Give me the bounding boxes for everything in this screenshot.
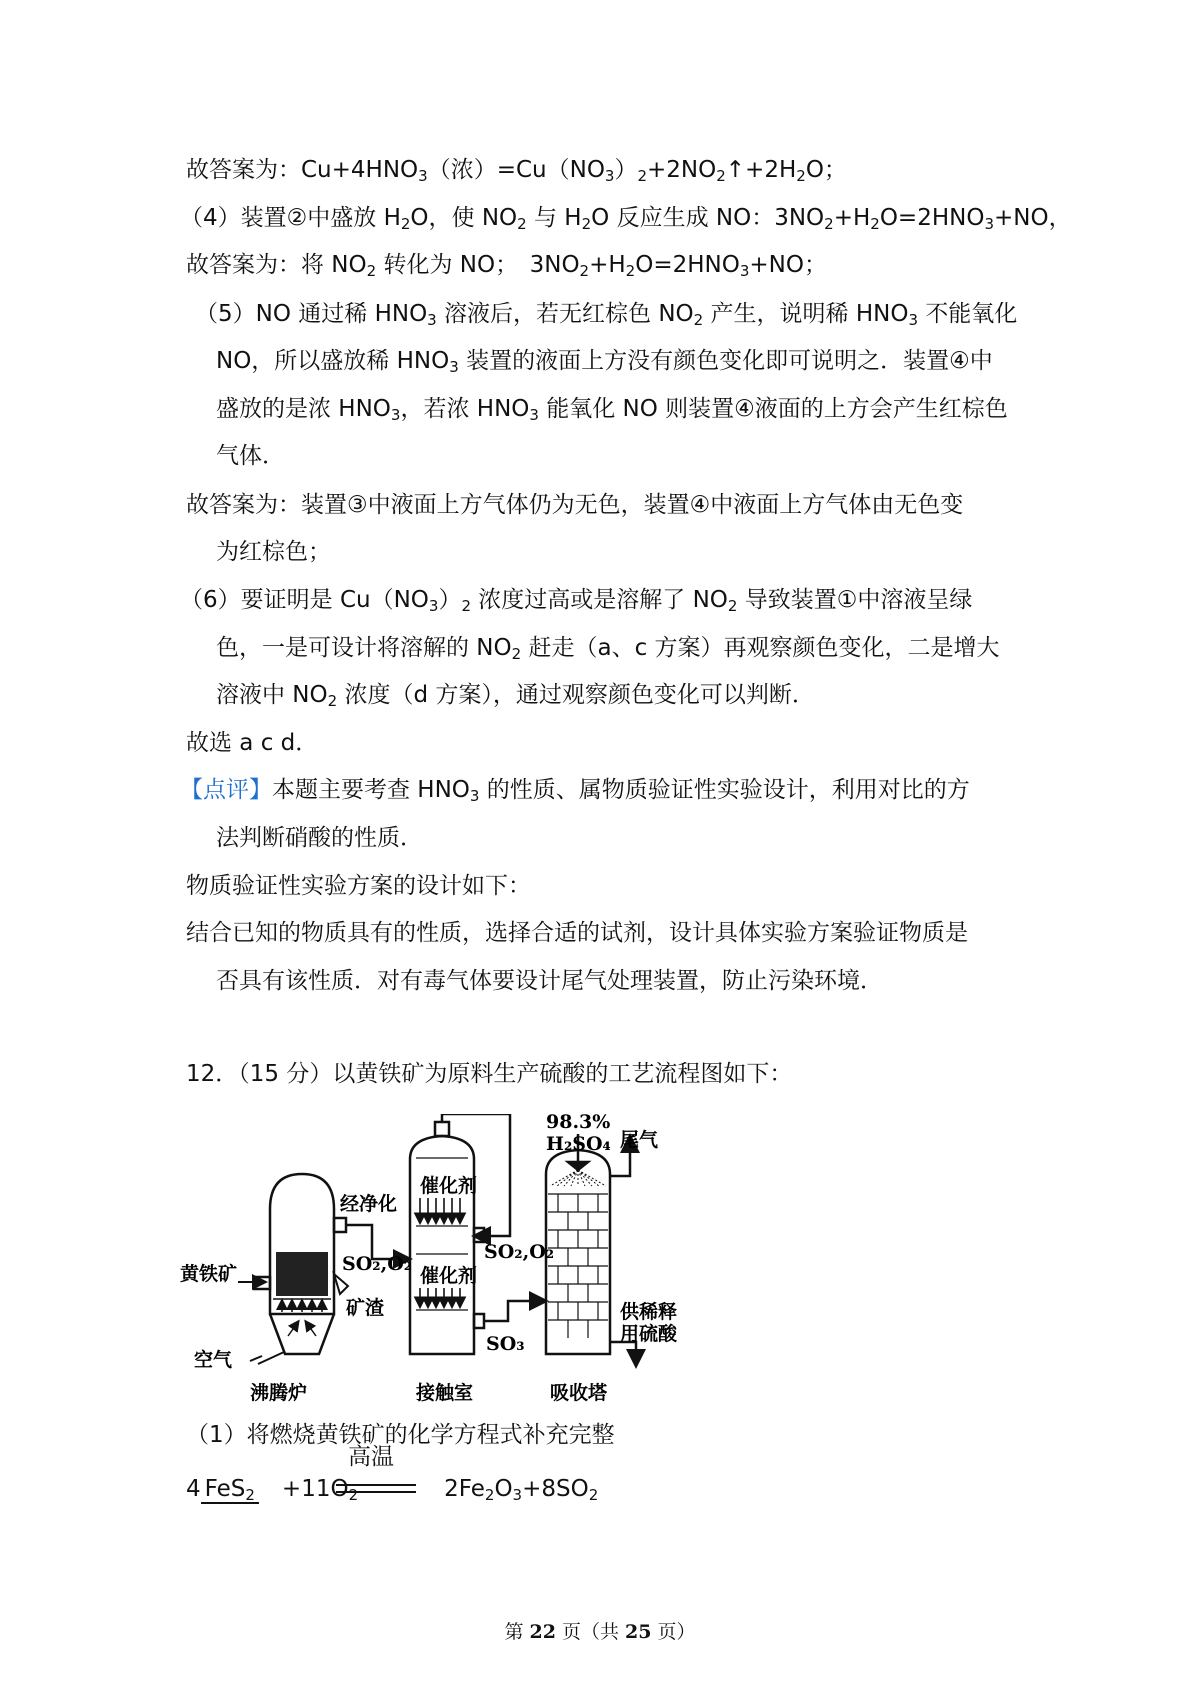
spray-line	[550, 1170, 578, 1186]
item-5-line2: NO，所以盛放稀 $HNO_3$ 装置的液面上方没有颜色变化即可说明之．装置④中	[216, 348, 993, 376]
page-total: 25	[625, 1621, 652, 1643]
equation-blank-answer: FeS$_2$	[201, 1476, 259, 1504]
label-so2-o2-right: SO₂,O₂	[484, 1241, 555, 1263]
item-6-choice: 故选 a c d．	[186, 730, 319, 756]
question-12-part1: （1）将燃烧黄铁矿的化学方程式补充完整	[186, 1422, 615, 1448]
review-line1: 【点评】本题主要考查 $HNO_3$ 的性质、属物质验证性实验设计，利用对比的方	[180, 777, 970, 805]
sulfuric-acid-process-diagram	[180, 1114, 740, 1409]
item-6-line3: 溶液中 $NO_2$ 浓度（d 方案），通过观察颜色变化可以判断．	[216, 682, 815, 710]
equation-coefficient: 4	[186, 1476, 201, 1502]
packing-bricks	[548, 1194, 608, 1338]
label-catalyst-1: 催化剂	[420, 1175, 478, 1197]
label-so3: SO₃	[486, 1333, 525, 1355]
item-6-line1: （6）要证明是 $Cu(NO_3)_2$ 浓度过高或是溶解了 $NO_2$ 导致装置①中溶液呈绿	[180, 587, 973, 615]
reaction-condition: 高温	[348, 1444, 394, 1470]
label-absorption-tower: 吸收塔	[550, 1382, 608, 1404]
label-pyrite: 黄铁矿	[180, 1263, 238, 1285]
spray-line	[578, 1170, 606, 1186]
review-line2: 法判断硝酸的性质．	[216, 825, 423, 851]
item-4-line1: （4）装置②中盛放 $H_2O$，使 $NO_2$ 与 $H_2O$ 反应生成 NO：$3NO_2+H_2O=2HNO_3+NO$，	[180, 205, 1072, 233]
boiling-furnace	[238, 1174, 348, 1364]
catalyst-flow-arrows	[420, 1198, 460, 1306]
item-5-answer-line1: 故答案为：装置③中液面上方气体仍为无色，装置④中液面上方气体由无色变	[186, 492, 964, 518]
page-footer: 第 22 页（共 25 页）	[504, 1621, 696, 1643]
review-tag: 【点评】	[180, 777, 272, 803]
label-so2-o2-left: SO₂,O₂	[342, 1253, 413, 1275]
answer-3-line: 故答案为：$Cu+4HNO_3$（浓）$=Cu(NO_3)_2+2NO_2↑+2H_2O$；	[186, 157, 847, 185]
item-6-line2: 色，一是可设计将溶解的 $NO_2$ 赶走（a、c 方案）再观察颜色变化，二是增大	[216, 635, 1000, 663]
label-dilute-2: 用硫酸	[620, 1323, 678, 1345]
item-5-answer-line2: 为红棕色；	[216, 539, 331, 565]
item-4-answer: 故答案为：将 $NO_2$ 转化为 NO； $3NO_2+H_2O=2HNO_3+NO$；	[186, 252, 827, 280]
label-air: 空气	[194, 1349, 233, 1371]
spray-line	[578, 1170, 592, 1186]
review-paragraph3-line2: 否具有该性质．对有毒气体要设计尾气处理装置，防止污染环境．	[216, 968, 883, 994]
label-acid-formula: H₂SO₄	[546, 1133, 611, 1155]
label-tail-gas: 尾气	[620, 1129, 659, 1151]
spray-lines	[550, 1170, 606, 1186]
label-contact-chamber: 接触室	[416, 1382, 474, 1404]
question-12-stem: 12．（15 分）以黄铁矿为原料生产硫酸的工艺流程图如下：	[186, 1061, 793, 1087]
review-paragraph3-line1: 结合已知的物质具有的性质，选择合适的试剂，设计具体实验方案验证物质是	[186, 920, 968, 946]
item-5-line1: （5）NO 通过稀 $HNO_3$ 溶液后，若无红棕色 $NO_2$ 产生，说明稀 $HNO_3$ 不能氧化	[195, 301, 1018, 329]
item-5-line3: 盛放的是浓 $HNO_3$，若浓 $HNO_3$ 能氧化 NO 则装置④液面的上方会产生红棕色	[216, 396, 1008, 424]
contact-chamber	[410, 1114, 510, 1354]
label-acid-conc: 98.3%	[546, 1114, 611, 1133]
label-purify: 经净化	[340, 1193, 398, 1215]
label-dilute-1: 供稀释	[620, 1301, 678, 1323]
page-number: 22	[529, 1621, 556, 1643]
label-slag: 矿渣	[346, 1297, 385, 1319]
equation-double-line	[336, 1484, 416, 1493]
review-paragraph2: 物质验证性实验方案的设计如下：	[186, 873, 531, 899]
item-5-line4: 气体．	[216, 443, 285, 469]
label-boiling-furnace: 沸腾炉	[250, 1382, 308, 1404]
label-catalyst-2: 催化剂	[420, 1265, 478, 1287]
spray-line	[564, 1170, 578, 1186]
combustion-equation: 4 FeS$_2$ $+11O_2$ $2Fe_2O_3+8SO_2$ 高温	[186, 1470, 598, 1504]
